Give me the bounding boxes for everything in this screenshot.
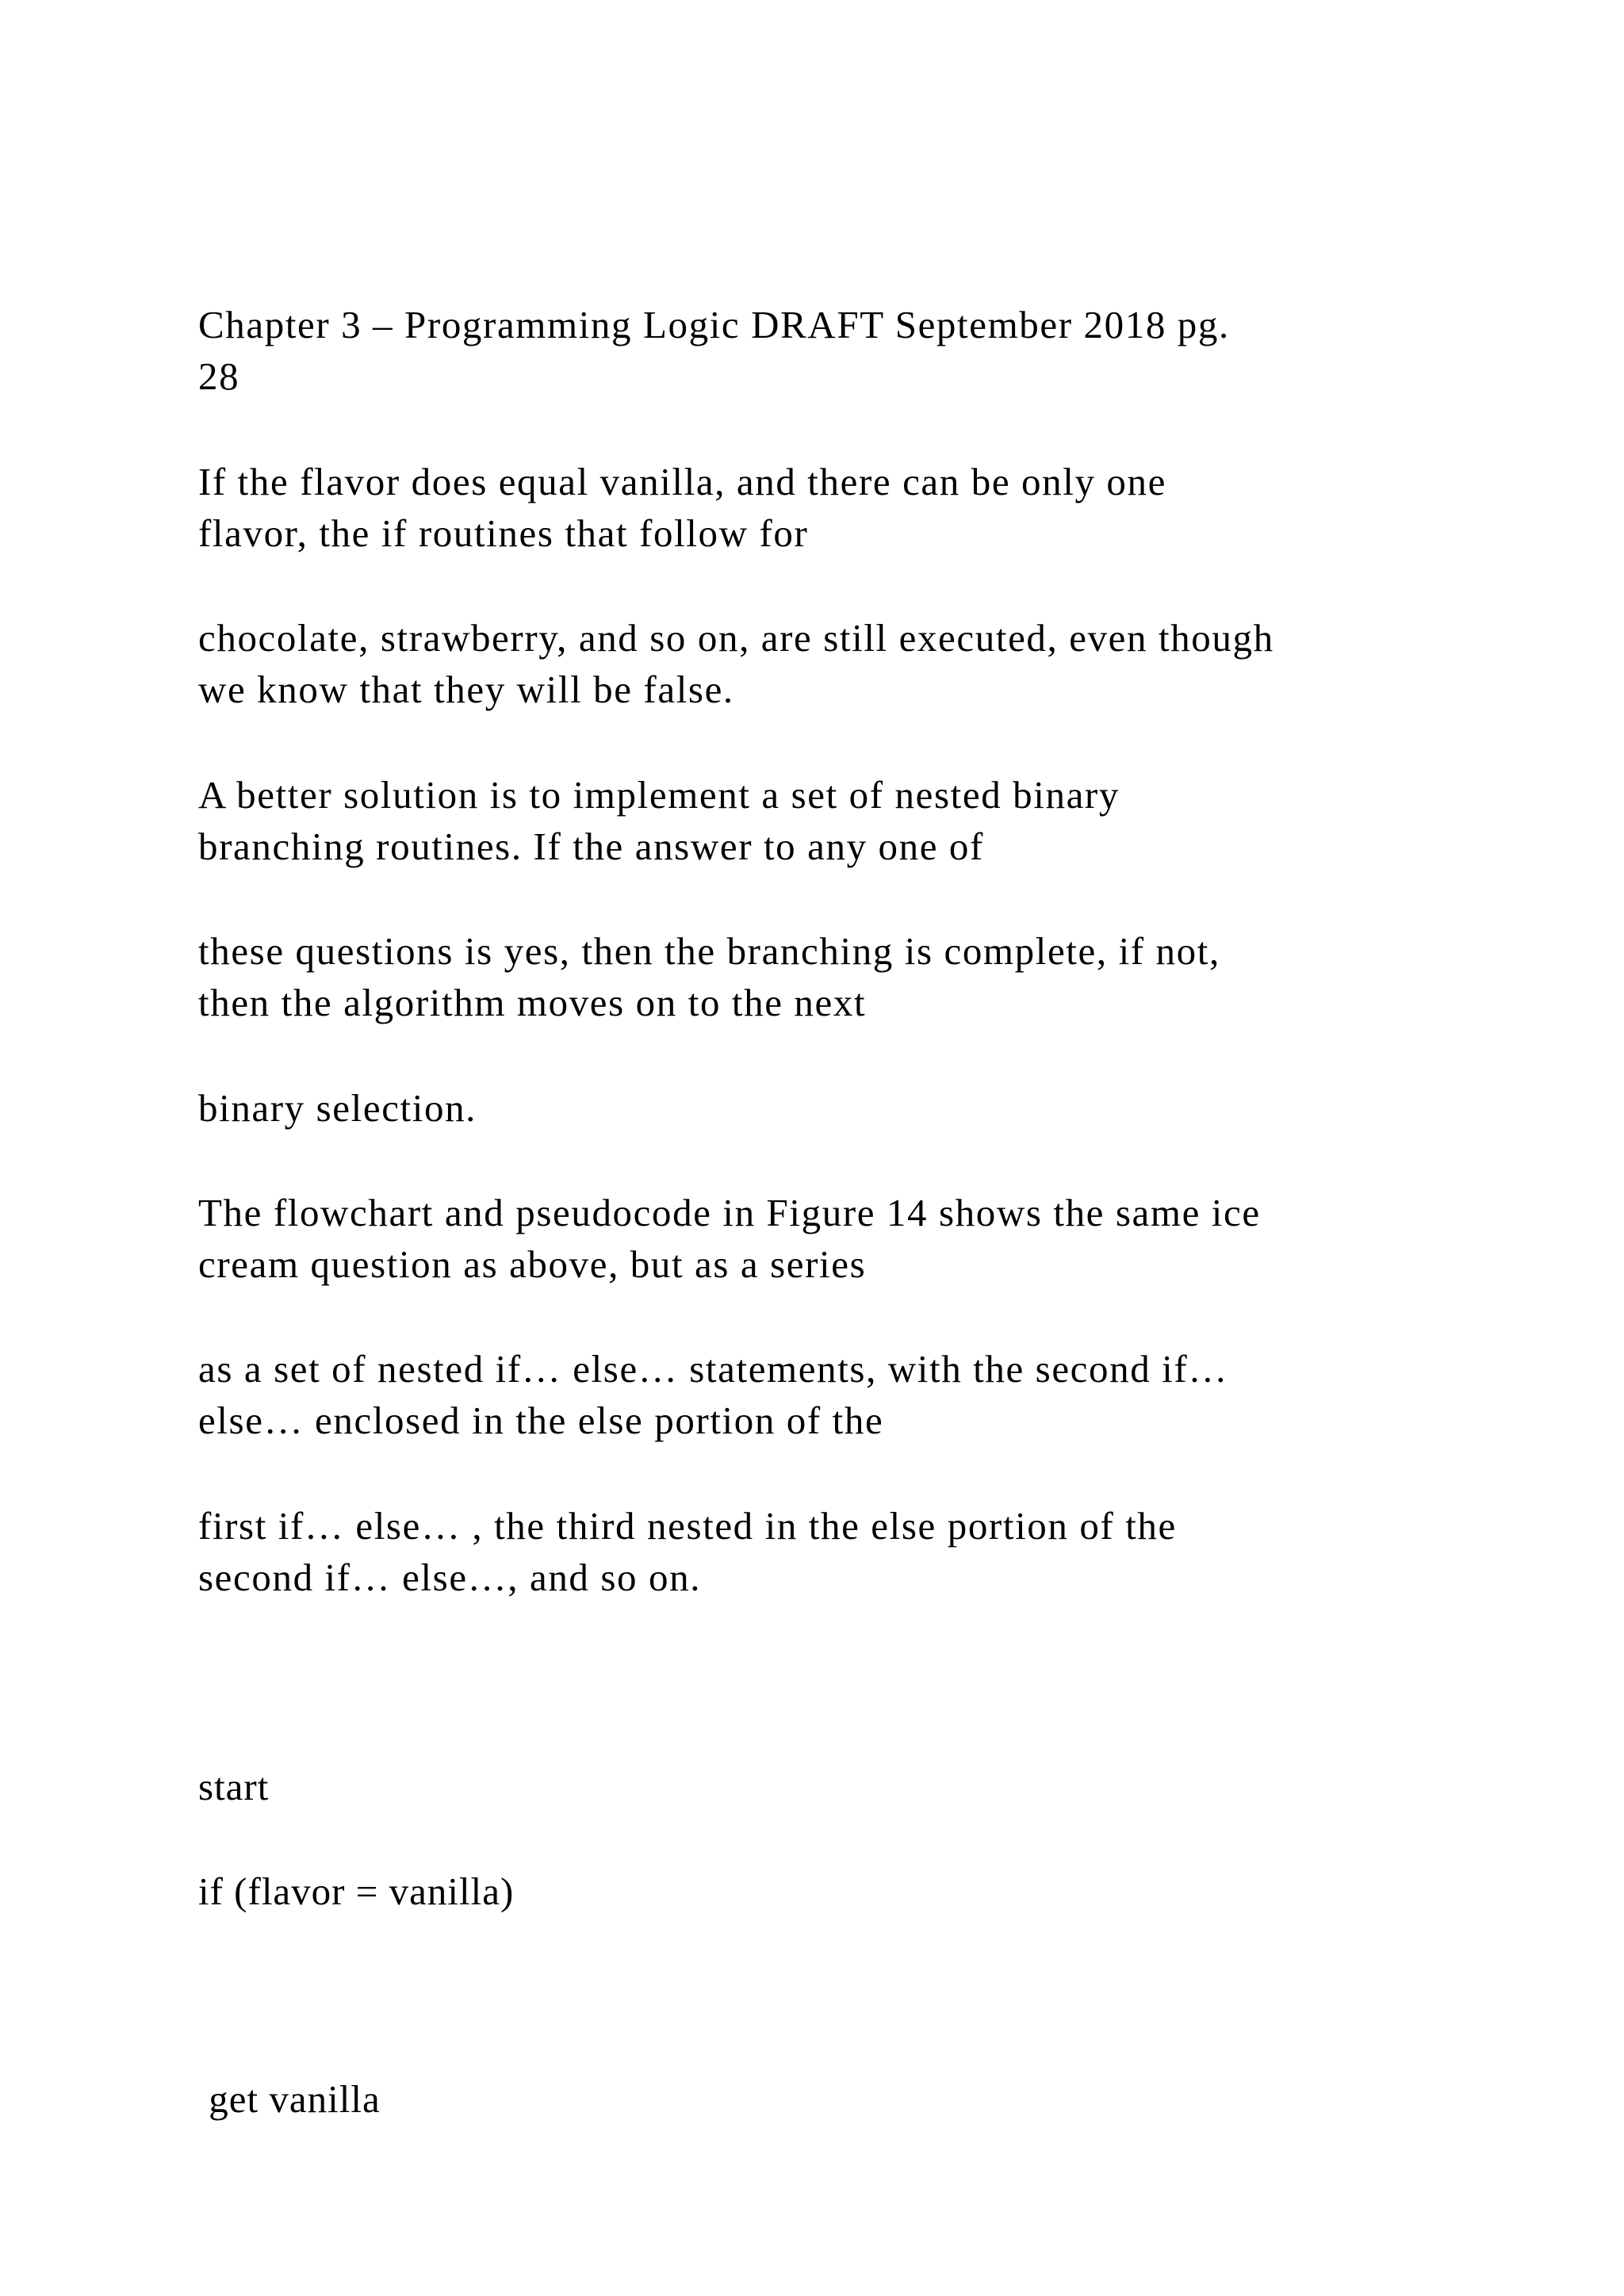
body-paragraph	[198, 1187, 1499, 1290]
pseudocode-line	[198, 1866, 1499, 1917]
header-line: Chapter 3 – Programming Logic DRAFT September 2018 pg.	[198, 303, 1230, 346]
text-line: If the flavor does equal vanilla, and there can be only one	[198, 460, 1166, 503]
body-paragraph	[198, 769, 1499, 872]
text-line: else… enclosed in the else portion of the	[198, 1399, 884, 1442]
page-header	[198, 299, 1499, 402]
text-line: The flowchart and pseudocode in Figure 14 shows the same ice	[198, 1191, 1261, 1234]
text-line: branching routines. If the answer to any one of	[198, 825, 984, 868]
pseudocode-line	[198, 1761, 1499, 1812]
text-line: cream question as above, but as a series	[198, 1242, 867, 1286]
code-line: get vanilla	[198, 2077, 381, 2121]
pseudocode-line	[198, 1970, 1499, 2228]
text-line: second if… else…, and so on.	[198, 1556, 702, 1599]
text-line: binary selection.	[198, 1086, 477, 1130]
text-line: we know that they will be false.	[198, 668, 734, 711]
body-paragraph	[198, 1082, 1499, 1134]
body-paragraph	[198, 456, 1499, 559]
code-line: if (flavor = vanilla)	[198, 1869, 515, 1913]
body-paragraph	[198, 925, 1499, 1028]
text-line: A better solution is to implement a set of nested binary	[198, 773, 1120, 817]
body-paragraph	[198, 1343, 1499, 1446]
text-line: first if… else… , the third nested in the else portion of the	[198, 1504, 1177, 1548]
text-line: as a set of nested if… else… statements, with the second if…	[198, 1347, 1228, 1391]
body-paragraph	[198, 1500, 1499, 1603]
text-line: flavor, the if routines that follow for	[198, 511, 809, 555]
code-line: start	[198, 1765, 270, 1808]
text-line: chocolate, strawberry, and so on, are still executed, even though	[198, 616, 1274, 660]
text-line: then the algorithm moves on to the next	[198, 981, 867, 1024]
body-paragraph	[198, 612, 1499, 715]
header-line: 28	[198, 354, 240, 398]
text-line: these questions is yes, then the branching is complete, if not,	[198, 929, 1220, 973]
